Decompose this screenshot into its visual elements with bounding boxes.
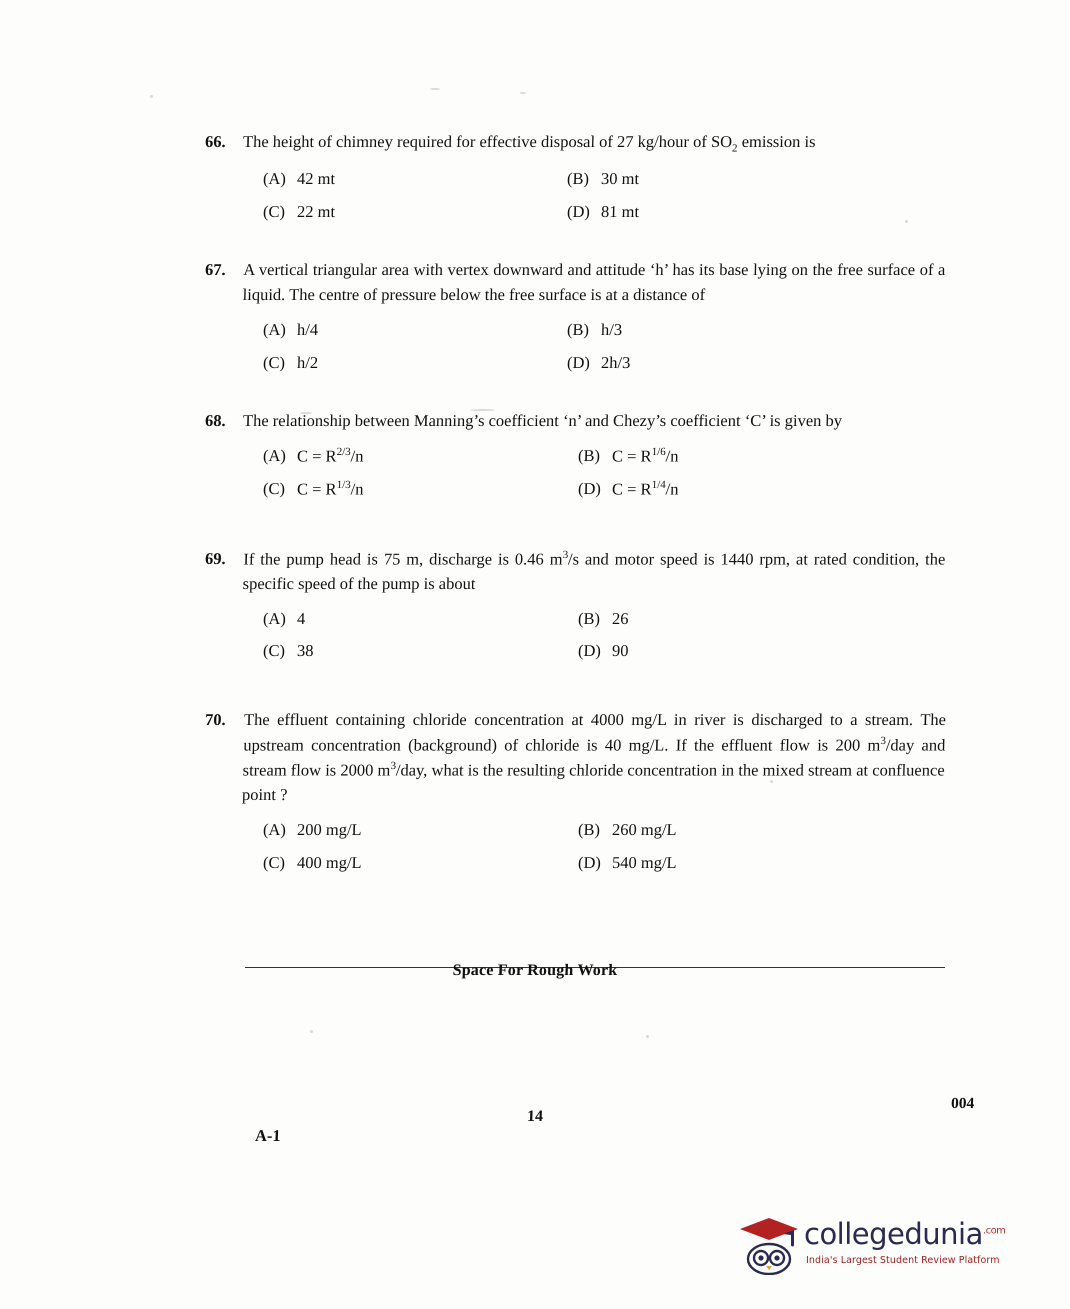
question-list (205, 130, 945, 902)
option-value: 38 (296, 641, 314, 661)
option-label: (C) (262, 852, 286, 872)
option-d[interactable] (553, 200, 868, 225)
option-label: (C) (262, 201, 286, 221)
option-b[interactable] (553, 444, 879, 469)
option-value: h/4 (296, 319, 319, 339)
option-label: (A) (262, 820, 287, 840)
question-number: 68. (204, 411, 226, 431)
option-value: 260 mg/L (611, 820, 677, 840)
option-b[interactable] (553, 607, 879, 632)
question-text: If the pump head is 75 m, discharge is 0.46 $m^3/s$ and motor speed is 1440 rpm, at rated condition, the specific speed of the pump is about (242, 548, 946, 593)
option-value: $C = R^{1/4}/n$ (611, 479, 679, 499)
option-label: (C) (262, 352, 286, 372)
question-text: The height of chimney required for effective disposal of 27 kg/hour of $SO_2$ emission is (242, 132, 816, 155)
serial-number: 004 (950, 1095, 975, 1112)
question-text: The relationship between Manning’s coefficient ‘n’ and Chezy’s coefficient ‘C’ is given by (242, 411, 843, 431)
option-value: 4 (296, 608, 306, 628)
option-b[interactable] (553, 818, 879, 843)
collegedunia-watermark (736, 1211, 1006, 1285)
option-value: h/2 (296, 352, 319, 372)
option-c[interactable] (243, 851, 554, 876)
option-value: $C = R^{2/3}/n$ (296, 446, 364, 466)
option-value: 42 mt (296, 168, 336, 188)
option-value: 540 mg/L (611, 852, 677, 872)
option-value: 2h/3 (600, 352, 631, 372)
logo-name: collegedunia (804, 1217, 983, 1251)
graduate-owl-icon (736, 1213, 802, 1275)
page-number: 14 (526, 1108, 544, 1125)
option-group (243, 818, 945, 876)
question-number: 66. (204, 132, 226, 151)
option-a[interactable] (243, 318, 554, 343)
booklet-code: A-1 (254, 1126, 282, 1145)
question-number: 70. (204, 710, 226, 730)
option-label: (D) (566, 201, 591, 221)
option-a[interactable] (243, 818, 554, 843)
question-number: 67. (204, 260, 226, 280)
logo-suffix: .com (982, 1225, 1006, 1237)
option-label: (B) (577, 608, 601, 628)
option-d[interactable] (553, 851, 879, 876)
option-label: (D) (577, 479, 602, 499)
option-a[interactable] (243, 167, 554, 192)
question-item (205, 258, 945, 375)
option-value: 90 (611, 641, 629, 661)
logo-wordmark (804, 1217, 1005, 1251)
option-value: 22 mt (296, 201, 336, 221)
option-value: 400 mg/L (296, 852, 362, 872)
question-item (205, 409, 945, 502)
option-value: $C = R^{1/3}/n$ (296, 479, 364, 499)
option-d[interactable] (553, 351, 868, 376)
option-label: (B) (566, 319, 590, 339)
option-label: (D) (577, 852, 602, 872)
option-label: (B) (577, 820, 601, 840)
option-label: (A) (262, 319, 287, 339)
option-value: h/3 (600, 319, 623, 339)
option-label: (A) (262, 168, 287, 188)
option-a[interactable] (243, 444, 554, 469)
question-text: The effluent containing chloride concentration at 4000 mg/L in river is discharged to a stream. The upstream concentration (background) of chloride is 40 mg/L. If the effluent flow is 200 $m^3$/day and stream flow is 2000 $m^3$/day, what is the resulting chloride concentration in the mixed stream at confluence point ? (241, 710, 947, 805)
option-d[interactable] (553, 639, 879, 664)
option-c[interactable] (243, 351, 554, 376)
option-label: (A) (262, 446, 287, 466)
option-label: (B) (566, 168, 590, 188)
option-label: (C) (262, 641, 286, 661)
option-value: $C = R^{1/6}/n$ (611, 446, 679, 466)
question-item (205, 130, 945, 224)
option-label: (D) (566, 352, 591, 372)
rough-work-label: Space For Rough Work (452, 962, 618, 979)
option-group (243, 318, 945, 376)
question-text: A vertical triangular area with vertex downward and attitude ‘h’ has its base lying on the free surface of a liquid. The centre of pressure below the free surface is at a distance of (242, 260, 946, 305)
option-value: 26 (611, 608, 629, 628)
question-number: 69. (204, 548, 226, 568)
option-value: 30 mt (600, 168, 640, 188)
option-a[interactable] (243, 607, 554, 632)
option-d[interactable] (553, 477, 879, 502)
option-group (243, 444, 945, 503)
option-label: (B) (577, 446, 601, 466)
option-group (243, 167, 945, 225)
option-b[interactable] (553, 167, 868, 192)
option-value: 81 mt (600, 201, 640, 221)
option-label: (D) (577, 641, 602, 661)
option-group (243, 607, 945, 665)
option-label: (A) (262, 608, 287, 628)
option-c[interactable] (243, 200, 554, 225)
question-item (205, 547, 945, 665)
option-label: (C) (262, 479, 286, 499)
option-value: 200 mg/L (296, 820, 362, 840)
option-c[interactable] (243, 639, 554, 664)
option-c[interactable] (243, 477, 554, 502)
logo-tagline: India's Largest Student Review Platform (806, 1255, 1000, 1266)
question-item (205, 708, 945, 876)
option-b[interactable] (553, 318, 868, 343)
